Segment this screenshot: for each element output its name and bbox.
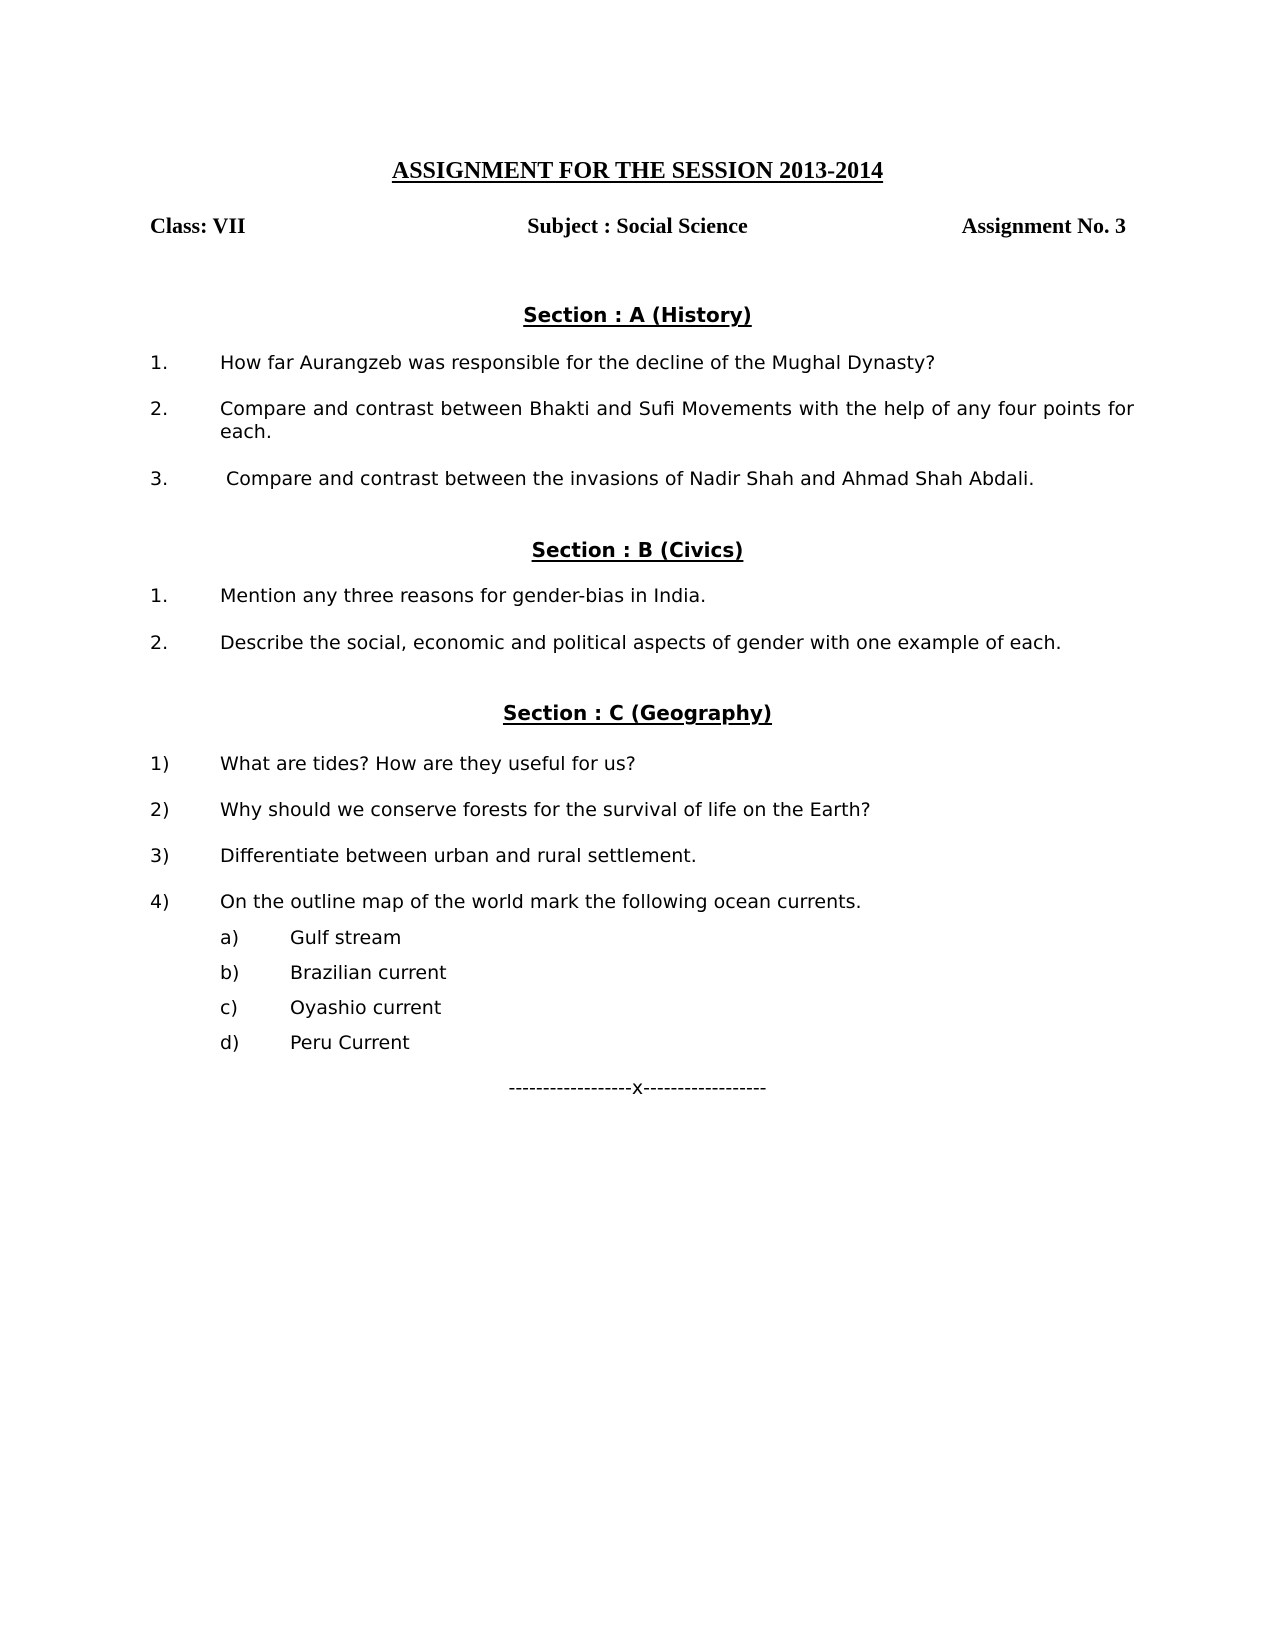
- question-b2: [150, 632, 1134, 655]
- question-number: 3.: [150, 468, 169, 490]
- question-number: 1): [150, 753, 170, 775]
- sub-item-letter: a): [220, 927, 240, 949]
- sub-item-c: [220, 997, 820, 1020]
- sub-item-letter: b): [220, 962, 240, 984]
- question-number: 4): [150, 891, 170, 913]
- end-marker: ------------------x------------------: [508, 1077, 767, 1099]
- question-text: What are tides? How are they useful for us?: [220, 753, 636, 775]
- sub-item-text: Oyashio current: [290, 997, 442, 1019]
- sub-item-a: [220, 927, 820, 950]
- question-a3: [150, 468, 1134, 491]
- sub-item-text: Brazilian current: [290, 962, 447, 984]
- question-text: Compare and contrast between Bhakti and Sufi Movements with the help of any four points for each.: [220, 398, 1134, 443]
- sub-item-d: [220, 1032, 820, 1055]
- sub-item-b: [220, 962, 820, 985]
- question-text: Differentiate between urban and rural settlement.: [220, 845, 697, 867]
- question-text: Why should we conserve forests for the survival of life on the Earth?: [220, 799, 871, 821]
- question-text: Mention any three reasons for gender-bias in India.: [220, 585, 707, 607]
- question-a1: [150, 352, 1134, 375]
- question-number: 2.: [150, 398, 169, 420]
- assignment-number-label: Assignment No. 3: [961, 213, 1126, 238]
- question-number: 2): [150, 799, 170, 821]
- section-b-heading: Section : B (Civics): [531, 538, 744, 562]
- question-c4: [150, 891, 1134, 914]
- question-c1: [150, 753, 1134, 776]
- question-b1: [150, 585, 1134, 608]
- sub-item-text: Peru Current: [290, 1032, 410, 1054]
- document-title: ASSIGNMENT FOR THE SESSION 2013-2014: [391, 158, 884, 184]
- class-label: Class: VII: [150, 213, 246, 238]
- question-number: 3): [150, 845, 170, 867]
- question-number: 2.: [150, 632, 169, 654]
- question-text: How far Aurangzeb was responsible for the decline of the Mughal Dynasty?: [220, 352, 936, 374]
- question-c2: [150, 799, 1134, 822]
- sub-item-text: Gulf stream: [290, 927, 402, 949]
- question-text: On the outline map of the world mark the following ocean currents.: [220, 891, 862, 913]
- question-number: 1.: [150, 352, 169, 374]
- subject-label: Subject : Social Science: [527, 213, 748, 238]
- question-text: Compare and contrast between the invasions of Nadir Shah and Ahmad Shah Abdali.: [220, 468, 1035, 490]
- section-a-heading: Section : A (History): [523, 303, 752, 327]
- question-text: Describe the social, economic and political aspects of gender with one example of each.: [220, 632, 1062, 654]
- sub-item-letter: c): [220, 997, 238, 1019]
- sub-item-letter: d): [220, 1032, 240, 1054]
- question-number: 1.: [150, 585, 169, 607]
- section-c-heading: Section : C (Geography): [502, 701, 773, 725]
- question-a2: [150, 398, 1134, 444]
- question-c3: [150, 845, 1134, 868]
